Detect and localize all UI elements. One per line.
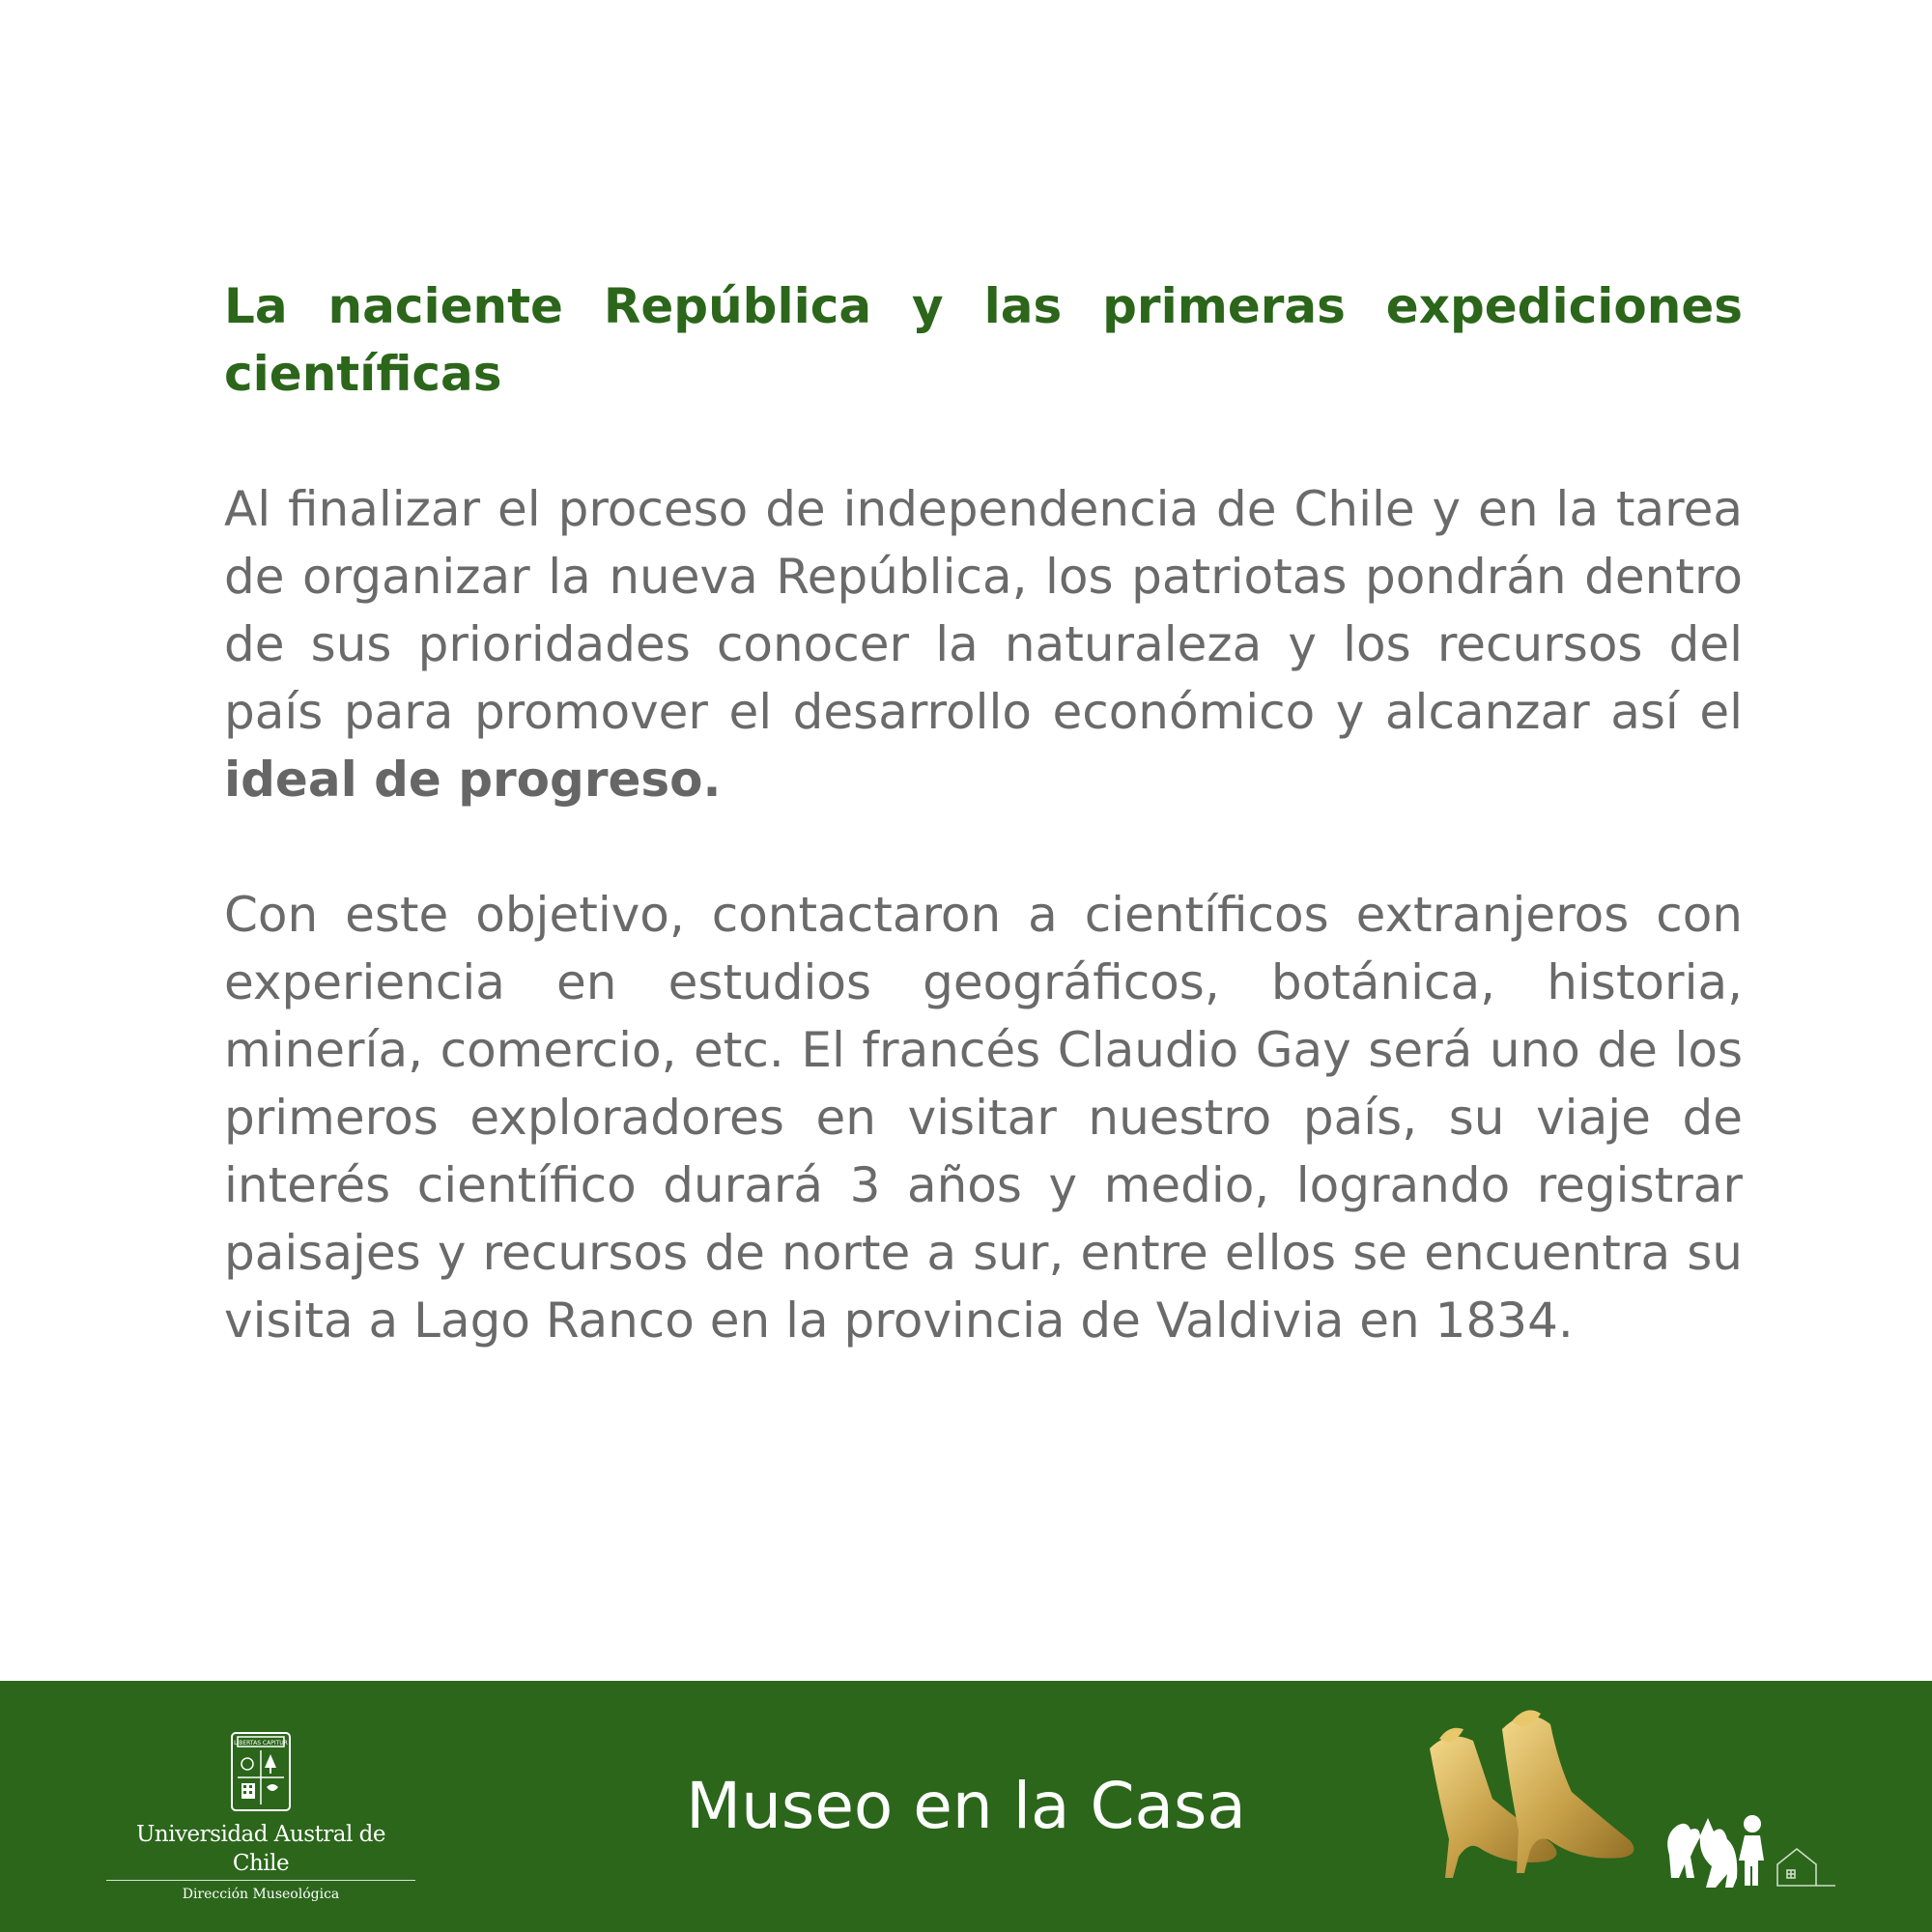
department-name: Dirección Museológica: [182, 1887, 340, 1902]
logo-divider: [106, 1880, 415, 1881]
footer-title: Museo en la Casa: [686, 1769, 1246, 1843]
footer-band: [0, 1681, 1932, 1932]
dog-cat-child-icon: [1667, 1815, 1764, 1888]
museum-illustration: [1420, 1710, 1835, 1913]
paragraph-claudio-gay: Con este objetivo, contactaron a científicos extranjeros con experiencia en estudios geográficos, botánica, historia, minería, comercio, etc. El francés Claudio Gay será uno de los primeros exploradores en visitar nuestro país, su viaje de interés científico durará 3 años y medio, logrando registrar paisajes y recursos de norte a sur, entre ellos se encuentra su visita a Lago Ranco en la provincia de Valdivia en 1834.: [224, 887, 1743, 1349]
paragraph-intro: [224, 475, 1743, 813]
article-heading: La naciente República y las primeras expediciones científicas: [224, 278, 1743, 402]
crest-motto: LIBERTAS CAPITUR: [234, 1740, 288, 1747]
university-name: Universidad Austral de Chile: [136, 1822, 385, 1876]
paragraph-intro-emphasis: ideal de progreso.: [224, 752, 722, 808]
paragraph-intro-text: Al finalizar el proceso de independencia de Chile y en la tarea de organizar la nueva República, los patriotas pondrán dentro de sus prioridades conocer la naturaleza y los recursos del país para promover el desarrollo económico y alcanzar así el: [224, 481, 1743, 740]
golden-shoes-icon: [1430, 1710, 1634, 1878]
article-content: [224, 272, 1743, 1354]
house-outline-icon: [1777, 1849, 1835, 1886]
